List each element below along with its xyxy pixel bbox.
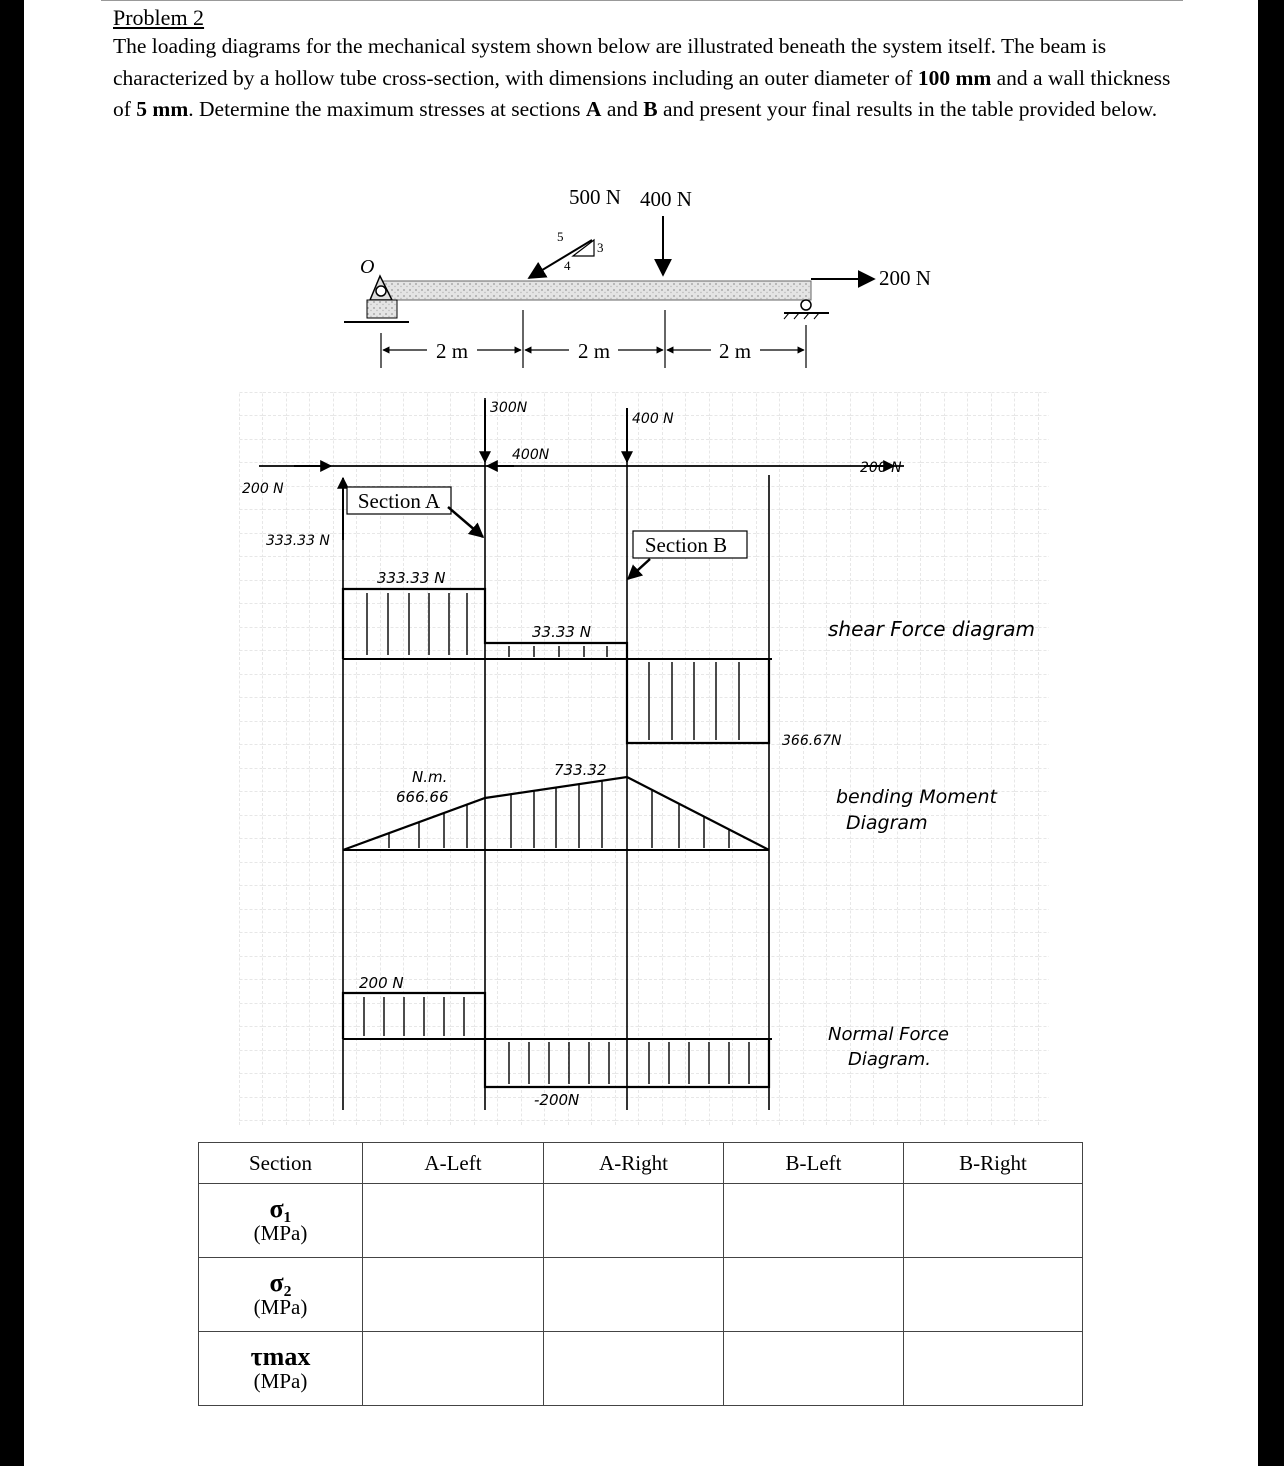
statement-part-3: . Determine the maximum stresses at sections (188, 97, 586, 121)
force-400-label: 400 N (640, 187, 692, 211)
wall-thickness: 5 mm (136, 97, 189, 121)
normal-title-2: Diagram. (848, 1049, 932, 1070)
dimension-1: 2 m (435, 339, 469, 363)
cell-tau-a-left[interactable] (363, 1332, 544, 1406)
moment-unit: N.m. (412, 768, 448, 786)
cell-sigma2-b-left[interactable] (724, 1258, 904, 1332)
row-label-tau-max (199, 1332, 363, 1406)
dimension-3: 2 m (718, 339, 752, 363)
shear-value-1: 333.33 N (377, 569, 446, 587)
slope-5: 5 (557, 229, 564, 244)
fbd-left-200: 200 N (242, 481, 284, 497)
sigma1-symbol: σ₁ (269, 1193, 292, 1223)
force-200-label: 200 N (879, 266, 931, 290)
cell-sigma2-b-right[interactable] (904, 1258, 1083, 1332)
section-a-label: Section A (357, 489, 441, 513)
statement-part-4: and (601, 97, 644, 121)
moment-title-2: Diagram (846, 812, 928, 834)
slope-4: 4 (564, 258, 571, 273)
loading-figure (24, 0, 1258, 1140)
table-row-tau-max (199, 1332, 1083, 1406)
header-section: Section (199, 1143, 363, 1184)
force-500-arrow (529, 240, 592, 278)
section-b-label: Section B (644, 533, 728, 557)
normal-value-1: 200 N (359, 974, 404, 992)
tau-max-unit: (MPa) (253, 1368, 308, 1393)
statement-part-2: and a wall thickness of (113, 65, 1171, 121)
row-label-sigma1 (199, 1184, 363, 1258)
section-b-ref: B (643, 97, 658, 121)
problem-title: Problem 2 (113, 5, 205, 30)
header-b-right: B-Right (904, 1143, 1083, 1184)
force-500-label: 500 N (569, 185, 621, 209)
cell-sigma1-b-right[interactable] (904, 1184, 1083, 1258)
shear-diagram-title: shear Force diagram (828, 617, 1036, 641)
row-label-sigma2 (199, 1258, 363, 1332)
document-page (24, 0, 1258, 1466)
sigma1-unit: (MPa) (253, 1220, 308, 1245)
cell-tau-a-right[interactable] (544, 1332, 724, 1406)
slope-3: 3 (597, 240, 604, 255)
cell-tau-b-left[interactable] (724, 1332, 904, 1406)
table-row-sigma1 (199, 1184, 1083, 1258)
support-label-o: O (360, 256, 375, 278)
section-a-ref: A (585, 97, 602, 121)
fbd-400-vertical: 400 N (632, 411, 674, 427)
moment-value-1: 666.66 (396, 788, 449, 806)
fbd-right-200: 200 N (860, 460, 902, 476)
fbd-300: 300N (490, 400, 528, 416)
cell-tau-b-right[interactable] (904, 1332, 1083, 1406)
shear-value-3: 366.67N (782, 733, 842, 749)
outer-diameter: 100 mm (917, 65, 992, 90)
moment-title-1: bending Moment (836, 786, 997, 808)
header-a-left: A-Left (363, 1143, 544, 1184)
cell-sigma1-a-right[interactable] (544, 1184, 724, 1258)
fbd-reaction: 333.33 N (266, 533, 330, 549)
statement-part-1: The loading diagrams for the mechanical system shown below are illustrated beneath the system itself. The beam is characterized by a hollow tube cross-section, with dimensions including an outer diameter of (113, 34, 1107, 90)
sigma2-symbol: σ₂ (269, 1267, 292, 1297)
normal-value-2: -200N (534, 1091, 580, 1109)
moment-value-2: 733.32 (554, 761, 607, 779)
results-table (198, 1142, 1083, 1406)
normal-title-1: Normal Force (828, 1024, 949, 1045)
table-row-sigma2 (199, 1258, 1083, 1332)
beam-system (344, 185, 931, 368)
cell-sigma1-b-left[interactable] (724, 1184, 904, 1258)
table-header-row (199, 1143, 1083, 1184)
slope-triangle (557, 229, 604, 273)
roller-support (784, 300, 829, 319)
header-a-right: A-Right (544, 1143, 724, 1184)
sigma2-unit: (MPa) (253, 1294, 308, 1319)
tau-max-symbol: τmax (250, 1341, 311, 1371)
dimension-2: 2 m (577, 339, 611, 363)
shear-value-2: 33.33 N (532, 623, 591, 641)
cell-sigma2-a-right[interactable] (544, 1258, 724, 1332)
cell-sigma2-a-left[interactable] (363, 1258, 544, 1332)
beam (379, 281, 811, 300)
header-b-left: B-Left (724, 1143, 904, 1184)
cell-sigma1-a-left[interactable] (363, 1184, 544, 1258)
fbd-400-horizontal: 400N (512, 447, 550, 463)
statement-part-5: and present your final results in the table provided below. (657, 97, 1158, 121)
